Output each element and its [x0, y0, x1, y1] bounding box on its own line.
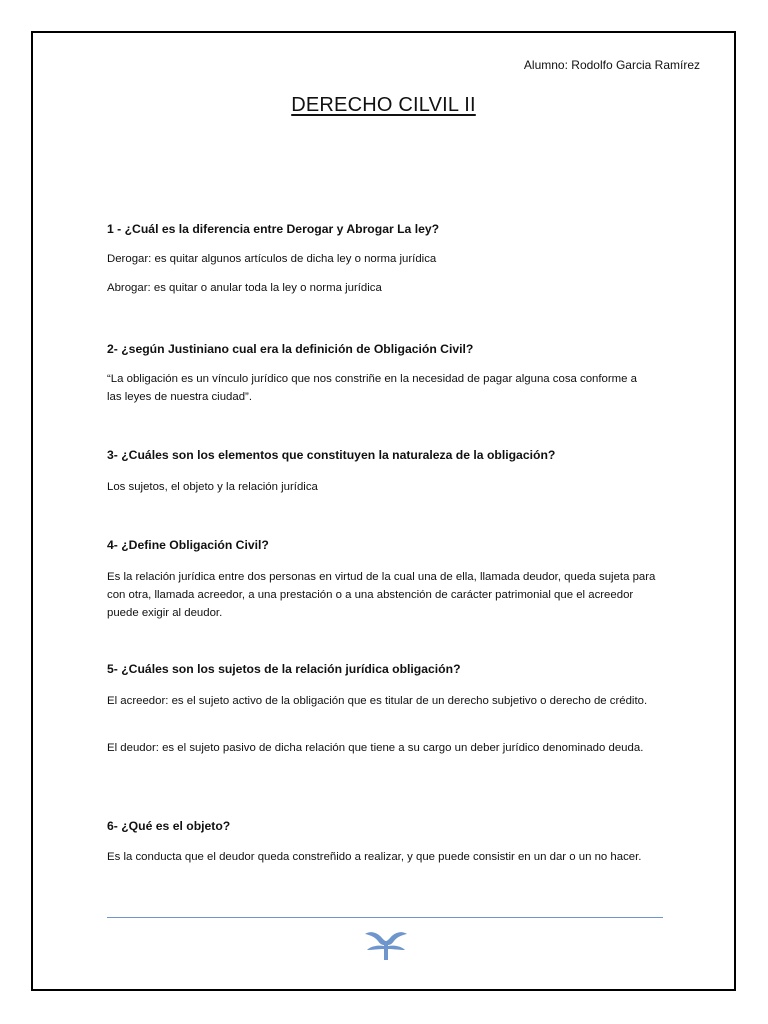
- question-3: 3- ¿Cuáles son los elementos que constituyen la naturaleza de la obligación?: [107, 448, 556, 462]
- answer-6-1: Es la conducta que el deudor queda constreñido a realizar, y que puede consistir en un dar o un no hacer.: [107, 851, 642, 863]
- document-title: DERECHO CILVIL II: [291, 94, 476, 116]
- question-2: 2- ¿según Justiniano cual era la definición de Obligación Civil?: [107, 342, 474, 356]
- question-5: 5- ¿Cuáles son los sujetos de la relación jurídica obligación?: [107, 662, 461, 676]
- document-page: [31, 31, 736, 991]
- question-1: 1 - ¿Cuál es la diferencia entre Derogar y Abrogar La ley?: [107, 222, 440, 236]
- student-name: Alumno: Rodolfo Garcia Ramírez: [523, 58, 700, 72]
- answer-2-1: “La obligación es un vínculo jurídico que nos constriñe en la necesidad de pagar alguna cosa conforme a las leyes de nuestra ciudad”.: [107, 373, 638, 403]
- question-4: 4- ¿Define Obligación Civil?: [107, 538, 269, 552]
- answer-3-1: Los sujetos, el objeto y la relación jurídica: [107, 481, 318, 493]
- answer-5-1: El acreedor: es el sujeto activo de la obligación que es titular de un derecho subjetivo o derecho de crédito.: [107, 695, 648, 707]
- answer-5-2: El deudor: es el sujeto pasivo de dicha relación que tiene a su cargo un deber jurídico denominado deuda.: [107, 742, 644, 754]
- answer-1-1: Derogar: es quitar algunos artículos de dicha ley o norma jurídica: [107, 253, 437, 265]
- footer-divider: [107, 917, 663, 918]
- answer-1-2: Abrogar: es quitar o anular toda la ley o norma jurídica: [107, 282, 382, 294]
- question-6: 6- ¿Qué es el objeto?: [107, 819, 231, 833]
- answer-4-1: Es la relación jurídica entre dos personas en virtud de la cual una de ella, llamada deudor, queda sujeta para con otra, llamada acreedor, a una prestación o a una abstención de carácter patrimonial que el acreedor puede exigir al deudor.: [107, 571, 656, 619]
- ornament-icon: [363, 928, 409, 962]
